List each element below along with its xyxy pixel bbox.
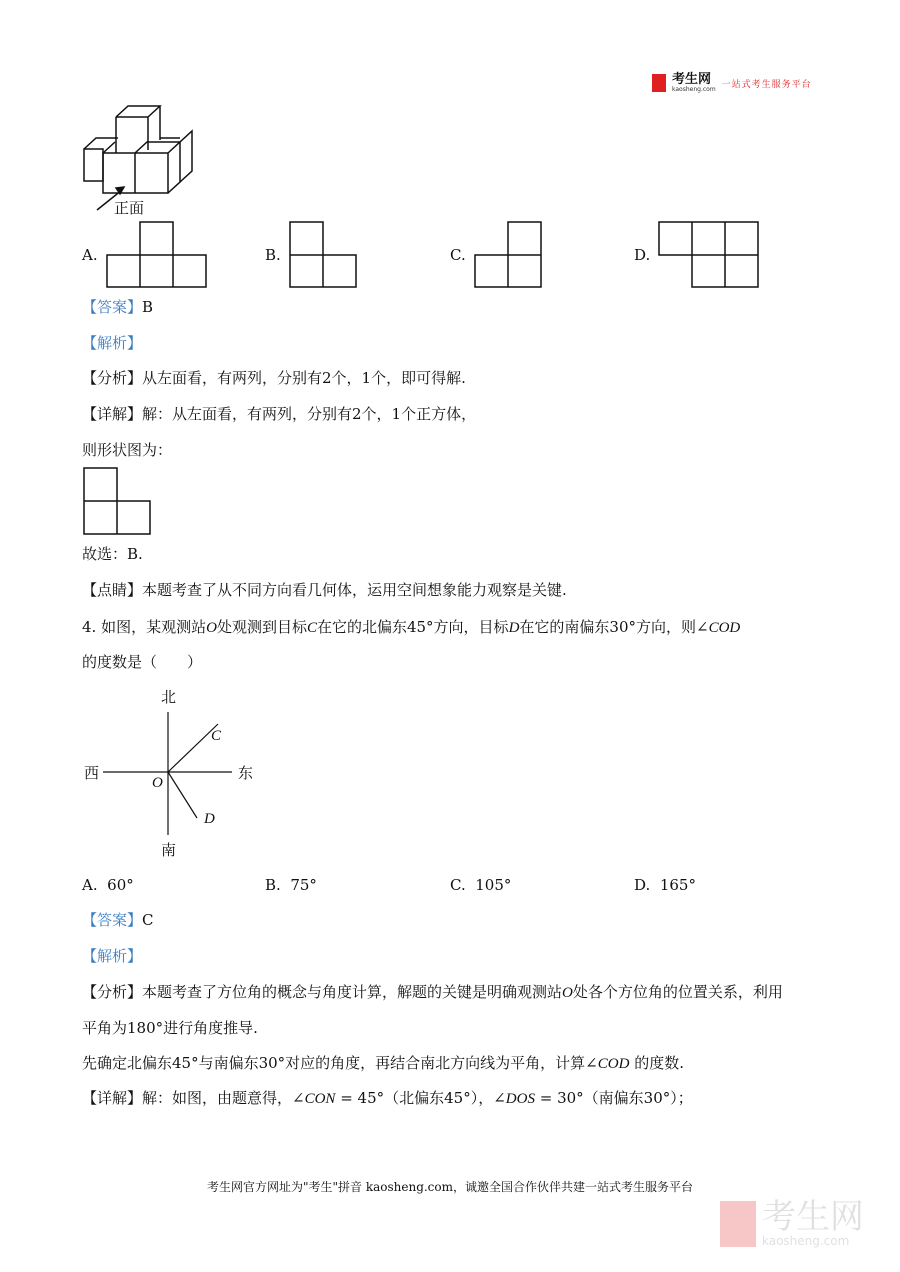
q3-answer [82,297,153,317]
option-shapes [107,222,758,287]
q4-stem [82,617,740,638]
line-text: 的度数. [629,1054,684,1072]
fenxi-tag: 【分析】 [82,369,143,387]
option-value: 60° [107,876,134,894]
option-b-label: B. [265,246,281,264]
point-d: D [204,811,215,827]
answer-shape [84,468,150,534]
option-label: C. [450,876,466,894]
logo-slogan: 一站式考生服务平台 [721,79,812,90]
answer-tag: 【答案】 [82,911,143,929]
watermark [720,1197,864,1248]
option-a-label: A. [82,246,98,264]
q4-option-d [634,875,696,895]
front-label: 正面 [114,199,145,217]
xiangjie-text: = 45°（北偏东45°），∠ [335,1089,506,1107]
stem-text: 处观测到目标 [216,618,307,636]
stem-text: 在它的南偏东30°方向，则∠ [519,618,709,636]
q4-option-c [450,875,511,895]
xiangjie-tag: 【详解】 [82,1089,143,1107]
q4-analysis-tag: 【解析】 [82,947,143,965]
xiangjie-tag: 【详解】 [82,405,143,423]
fenxi-tag: 【分析】 [82,983,143,1001]
answer-value: C [142,911,154,929]
q4-line [82,1053,684,1074]
q3-xiangjie [82,404,476,424]
var-d: D [508,620,520,636]
option-d-label: D. [634,246,651,264]
compass-west: 西 [84,764,100,782]
var-dos: DOS [505,1091,535,1107]
answer-tag: 【答案】 [82,298,143,316]
option-label: A. [82,876,98,894]
logo-domain: kaosheng.com [672,86,716,93]
option-label: D. [634,876,651,894]
option-value: 105° [475,876,512,894]
var-c: C [306,620,317,636]
q4-xiangjie [82,1088,693,1109]
fenxi-text: 本题考查了方位角的概念与角度计算，解题的关键是明确观测站 [142,983,563,1001]
option-label: B. [265,876,281,894]
line-text: 先确定北偏东45°与南偏东30°对应的角度，再结合南北方向线为平角，计算∠ [82,1054,598,1072]
xiangjie-text: 解：如图，由题意得，∠ [142,1089,305,1107]
q3-choose: 故选：B. [82,545,143,563]
dianjing-text: 本题考查了从不同方向看几何体，运用空间想象能力观察是关键. [142,581,567,599]
q4-stem-2: 的度数是（ ） [82,653,203,671]
compass-north: 北 [161,688,177,706]
q4-fenxi [82,982,783,1003]
q3-dianjing [82,580,567,600]
watermark-name: 考生网 [762,1197,864,1237]
point-c: C [211,728,222,744]
q3-shape-line: 则形状图为： [82,441,173,459]
fenxi-text: 从左面看，有两列，分别有2个，1个，即可得解. [142,369,466,387]
q4-option-b [265,875,317,895]
compass-east: 东 [238,764,254,782]
page-footer: 考生网官方网址为"考生"拼音 kaosheng.com，诚邀全国合作伙伴共建一站式考生服务平台 [206,1180,694,1194]
var-cod: COD [708,620,741,636]
stem-text: 在它的北偏东45°方向，目标 [316,618,509,636]
stem-text: 4. 如图，某观测站 [82,618,207,636]
option-value: 165° [659,876,696,894]
logo-name: 考生网 [672,72,712,87]
fenxi-text: 处各个方位角的位置关系，利用 [572,983,783,1001]
q3-analysis-tag: 【解析】 [82,334,143,352]
var-cod: COD [597,1056,630,1072]
point-o: O [152,775,163,791]
cube-figure [84,106,192,210]
var-o: O [562,985,573,1001]
q4-answer [82,910,154,930]
watermark-logo-icon [720,1201,756,1247]
compass-south: 南 [161,841,177,859]
q4-option-a [82,875,134,895]
xiangjie-text: = 30°（南偏东30°）； [534,1089,693,1107]
q4-fenxi-2: 平角为180°进行角度推导. [82,1019,258,1037]
option-value: 75° [290,876,317,894]
var-con: CON [304,1091,336,1107]
xiangjie-text: 解：从左面看，有两列，分别有2个，1个正方体， [142,405,477,423]
answer-value: B [142,298,154,316]
var-o: O [206,620,217,636]
dianjing-tag: 【点睛】 [82,581,143,599]
watermark-domain: kaosheng.com [762,1234,850,1248]
option-c-label: C. [450,246,466,264]
q3-fenxi [82,368,466,388]
